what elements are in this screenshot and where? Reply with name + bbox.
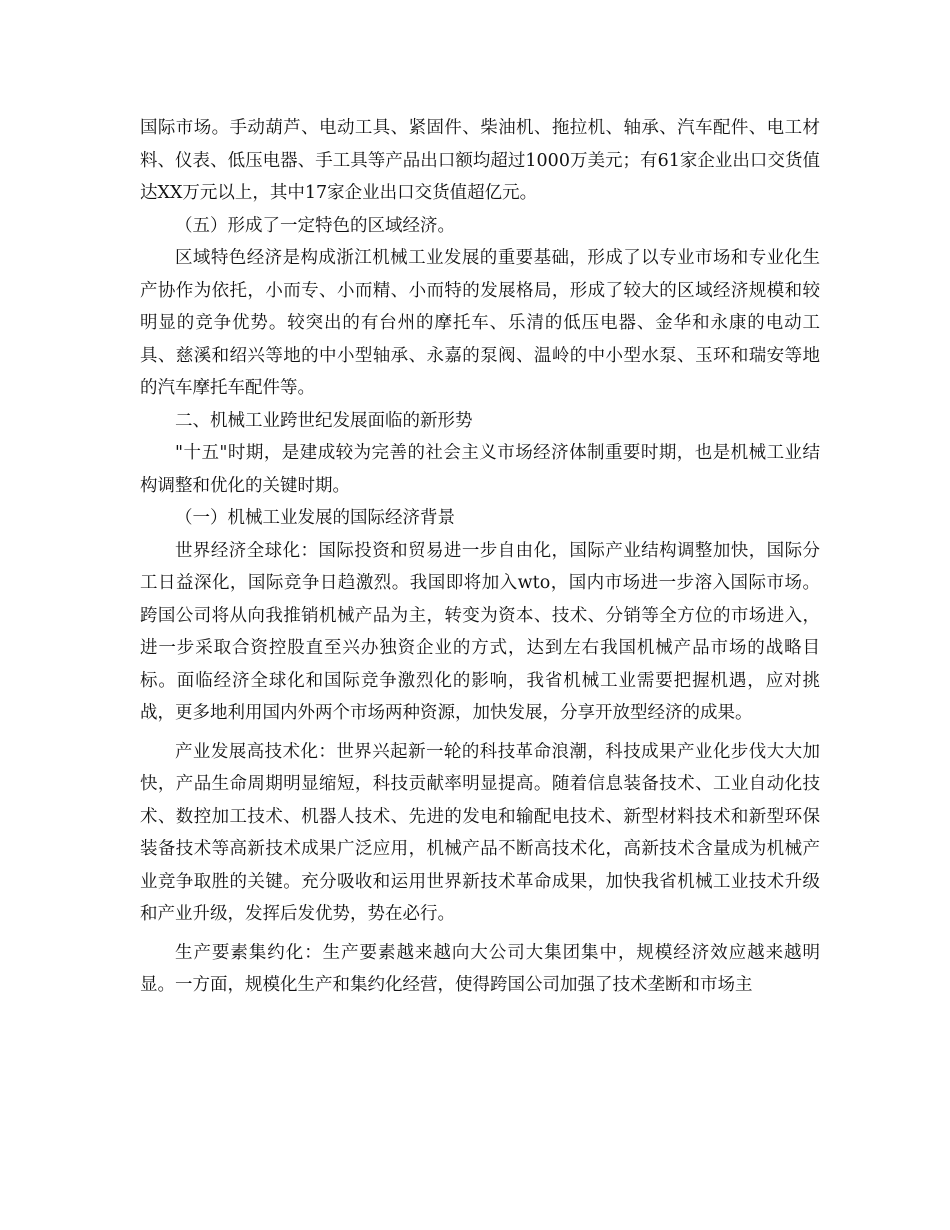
document-body bbox=[140, 112, 820, 1002]
section-heading-international-background: （一）机械工业发展的国际经济背景 bbox=[175, 508, 455, 528]
paragraph-high-tech: 产业发展高技术化：世界兴起新一轮的科技革命浪潮，科技成果产业化步伐大大加快，产品生命周期明显缩短，科技贡献率明显提高。随着信息装备技术、工业自动化技术、数控加工技术、机器人技术、先进的发电和输配电技术、新型材料技术和新型环保装备技术等高新技术成果广泛应用，机械产品不断高技术化，高新技术含量成为机械产业竞争取胜的关键。充分吸收和运用世界新技术革命成果，加快我省机械工业技术升级和产业升级，发挥后发优势，势在必行。 bbox=[140, 741, 820, 924]
paragraph-fifteenth-plan: "十五"时期，是建成较为完善的社会主义市场经济体制重要时期，也是机械工业结构调整和优化的关键时期。 bbox=[140, 443, 820, 496]
paragraph-globalization: 世界经济全球化：国际投资和贸易进一步自由化，国际产业结构调整加快，国际分工日益深化，国际竞争日趋激烈。我国即将加入wto，国内市场进一步溶入国际市场。跨国公司将从向我推销机械产品为主，转变为资本、技术、分销等全方位的市场进入，进一步采取合资控股直至兴办独资企业的方式，达到左右我国机械产品市场的战略目标。面临经济全球化和国际竞争激烈化的影响，我省机械工业需要把握机遇，应对挑战，更多地利用国内外两个市场两种资源，加快发展，分享开放型经济的成果。 bbox=[140, 540, 820, 723]
section-heading-new-situation: 二、机械工业跨世纪发展面临的新形势 bbox=[175, 410, 473, 431]
paragraph-factor-intensification: 生产要素集约化：生产要素越来越向大公司大集团集中，规模经济效应越来越明显。一方面，规模化生产和集约化经营，使得跨国公司加强了技术垄断和市场主 bbox=[140, 942, 820, 995]
section-heading-regional-economy: （五）形成了一定特色的区域经济。 bbox=[175, 215, 455, 236]
paragraph-regional-economy: 区域特色经济是构成浙江机械工业发展的重要基础，形成了以专业市场和专业化生产协作为依托，小而专、小而精、小而特的发展格局，形成了较大的区域经济规模和较明显的竞争优势。较突出的有台州的摩托车、乐清的低压电器、金华和永康的电动工具、慈溪和绍兴等地的中小型轴承、永嘉的泵阀、温岭的中小型水泵、玉环和瑞安等地的汽车摩托车配件等。 bbox=[140, 248, 820, 398]
paragraph-export-market: 国际市场。手动葫芦、电动工具、紧固件、柴油机、拖拉机、轴承、汽车配件、电工材料、仪表、低压电器、手工具等产品出口额均超过1000万美元；有61家企业出口交货值达XX万元以上，其中17家企业出口交货值超亿元。 bbox=[140, 118, 820, 203]
